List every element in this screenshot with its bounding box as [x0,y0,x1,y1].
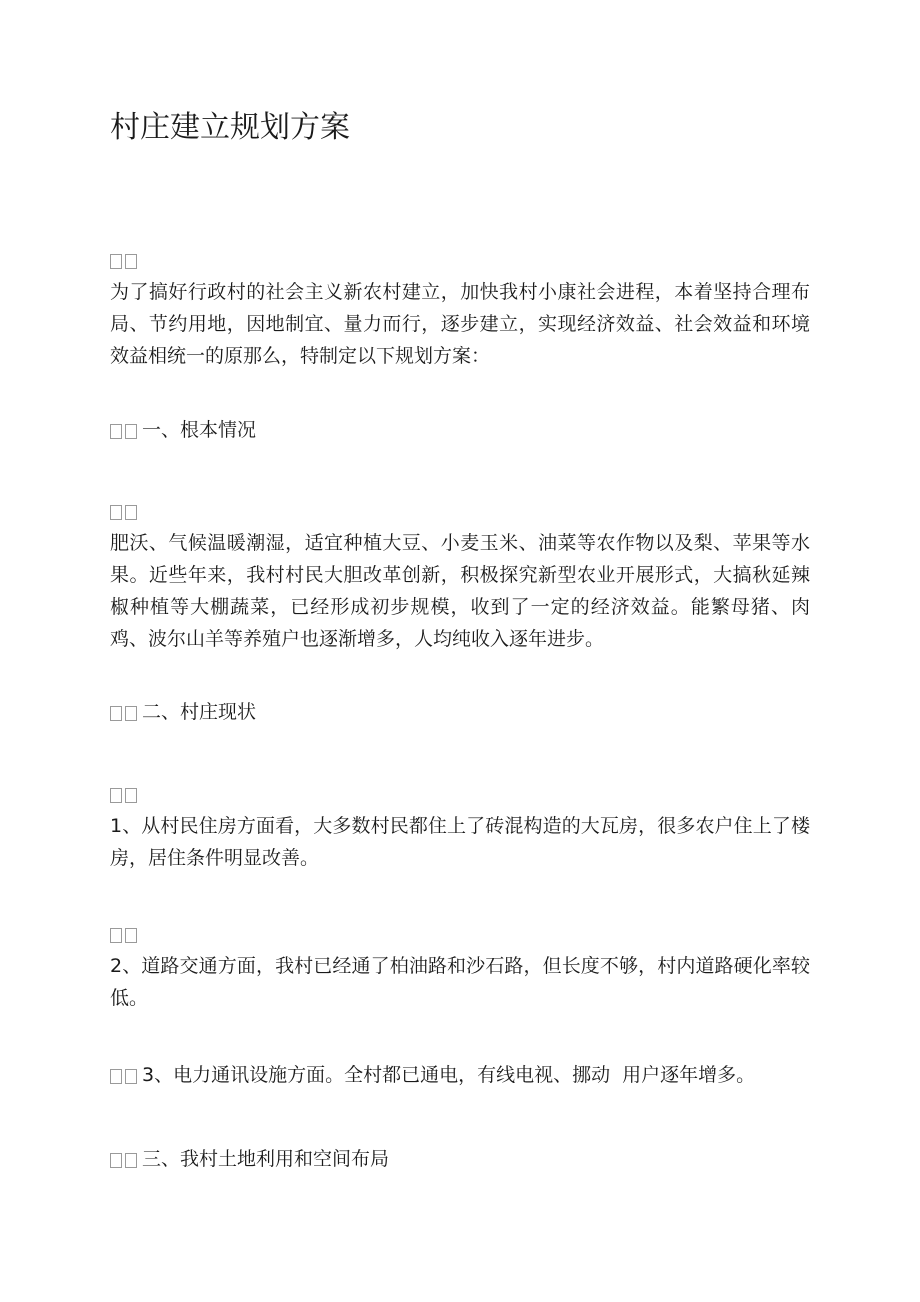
section2-heading: 二、村庄现状 [142,701,257,723]
item1-paragraph: 1、从村民住房方面看，大多数村民都住上了砖混构造的大瓦房，很多农户住上了楼房，居住条件明显改善。 [110,815,810,869]
intro-paragraph: 为了搞好行政村的社会主义新农村建立，加快我村小康社会进程，本着坚持合理布局、节约用地，因地制宜、量力而行，逐步建立，实现经济效益、社会效益和环境效益相统一的原那么，特制定以下规划方案： [110,281,810,367]
item1-block [110,780,810,874]
section1-paragraph: 肥沃、气候温暖潮湿，适宜种植大豆、小麦玉米、油菜等农作物以及梨、苹果等水果。近些年来，我村村民大胆改革创新，积极探究新型农业开展形式，大搞秋延辣椒种植等大棚蔬菜，已经形成初步规模，收到了一定的经济效益。能繁母猪、肉鸡、波尔山羊等养殖户也逐渐增多，人均纯收入逐年进步。 [110,532,810,650]
section1-block [110,497,810,655]
document-title: 村庄建立规划方案 [110,110,350,145]
missing-glyph-boxes [110,780,810,810]
section3-heading: 三、我村土地利用和空间布局 [142,1148,390,1170]
missing-glyph-boxes [110,920,810,950]
section2-heading-block [110,696,810,729]
missing-glyph-boxes [110,1060,140,1092]
missing-glyph-boxes [110,497,810,527]
intro-block [110,246,810,372]
item3-block [110,1059,810,1092]
item3-text: 3、电力通讯设施方面。全村都已通电，有线电视、挪动 用户逐年增多。 [142,1064,756,1086]
missing-glyph-boxes [110,415,140,447]
missing-glyph-boxes [110,246,810,276]
missing-glyph-boxes [110,697,140,729]
missing-glyph-boxes [110,1144,140,1176]
section1-heading: 一、根本情况 [142,419,257,441]
item2-block [110,920,810,1014]
item2-paragraph: 2、道路交通方面，我村已经通了柏油路和沙石路，但长度不够，村内道路硬化率较低。 [110,955,810,1009]
section3-heading-block [110,1143,810,1176]
section1-heading-block [110,414,810,447]
